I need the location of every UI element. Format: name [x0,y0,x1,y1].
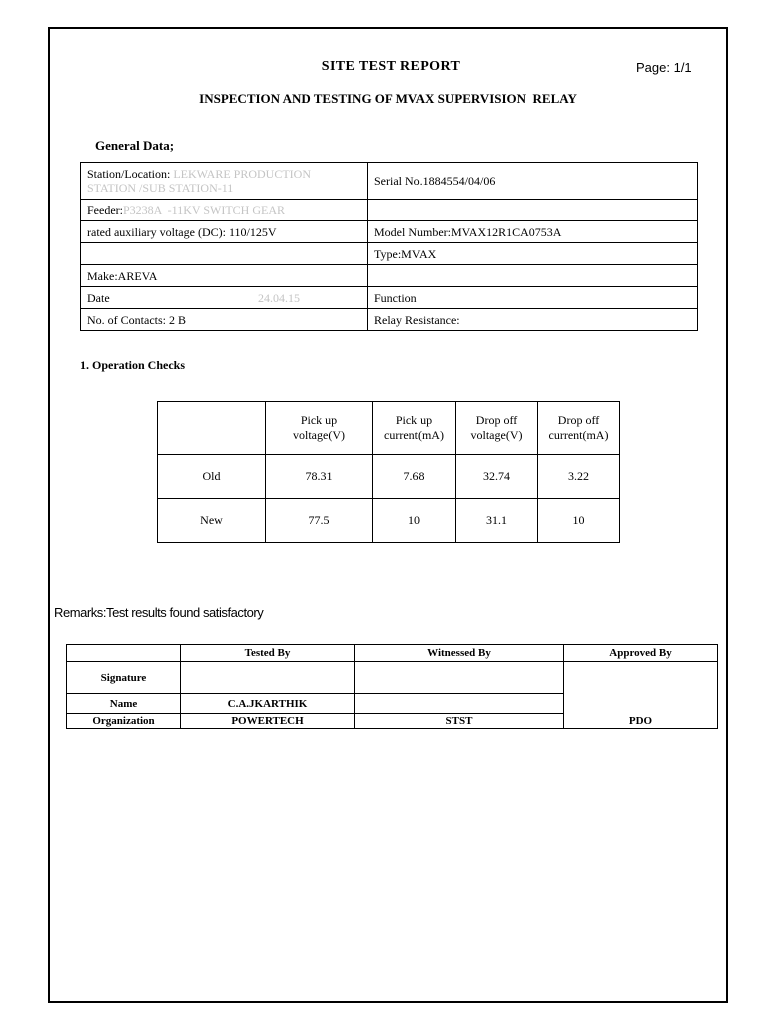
report-subtitle: INSPECTION AND TESTING OF MVAX SUPERVISION RELAY [199,91,577,106]
column-header [456,402,538,455]
organization-label: Organization [67,714,181,729]
contacts-cell: No. of Contacts: 2 B [81,309,368,331]
signoff-table [66,644,718,729]
witnessed-by-name [355,694,564,714]
date-value: 24.04.15 [258,290,300,305]
page-number: Page: 1/1 [636,60,692,75]
data-cell: 10 [538,499,620,543]
date-cell [81,287,368,309]
column-header-label: Pick up current(mA) [384,413,444,442]
empty-cell [368,200,698,221]
column-header [373,402,456,455]
column-header-label: Drop off voltage(V) [470,413,523,442]
witnessed-by-signature [355,662,564,694]
station-location-label: Station/Location: [87,167,171,181]
column-header-label: Pick up voltage(V) [293,413,345,442]
data-cell: 32.74 [456,455,538,499]
name-label: Name [67,694,181,714]
feeder-value: P3238A -11KV SWITCH GEAR [122,203,285,217]
row-label: Old [158,455,266,499]
column-header [538,402,620,455]
data-cell: 78.31 [266,455,373,499]
data-cell: 7.68 [373,455,456,499]
column-header [266,402,373,455]
data-cell: 10 [373,499,456,543]
table-row [158,499,620,543]
tested-by-header: Tested By [181,645,355,662]
tested-by-name: C.A.JKARTHIK [181,694,355,714]
type-cell: Type:MVAX [368,243,698,265]
empty-cell [158,402,266,455]
approved-by-organization: PDO [564,662,718,729]
witnessed-by-header: Witnessed By [355,645,564,662]
data-cell: 77.5 [266,499,373,543]
feeder-cell [81,200,368,221]
approved-by-header: Approved By [564,645,718,662]
station-location-cell [81,163,368,200]
tested-by-organization: POWERTECH [181,714,355,729]
aux-voltage-cell: rated auxiliary voltage (DC): 110/125V [81,221,368,243]
empty-cell [81,243,368,265]
general-data-heading: General Data; [95,138,175,153]
general-data-table [80,162,698,331]
witnessed-by-organization: STST [355,714,564,729]
operation-checks-table [157,401,620,543]
data-cell: 3.22 [538,455,620,499]
empty-cell [67,645,181,662]
date-label: Date [87,290,110,305]
report-title: SITE TEST REPORT [321,59,461,74]
function-cell: Function [368,287,698,309]
signature-label: Signature [67,662,181,694]
model-number-cell: Model Number:MVAX12R1CA0753A [368,221,698,243]
station-location-value: LEKWARE PRODUCTION STATION /SUB STATION-11 [87,167,311,195]
operation-checks-heading: 1. Operation Checks [80,358,185,372]
remarks: Remarks:Test results found satisfactory [54,605,264,620]
make-cell: Make:AREVA [81,265,368,287]
data-cell: 31.1 [456,499,538,543]
empty-cell [368,265,698,287]
tested-by-signature [181,662,355,694]
table-row [158,455,620,499]
relay-resistance-cell: Relay Resistance: [368,309,698,331]
serial-number-cell: Serial No.1884554/04/06 [368,163,698,200]
column-header-label: Drop off current(mA) [548,413,609,442]
feeder-label: Feeder: [87,203,123,217]
row-label: New [158,499,266,543]
